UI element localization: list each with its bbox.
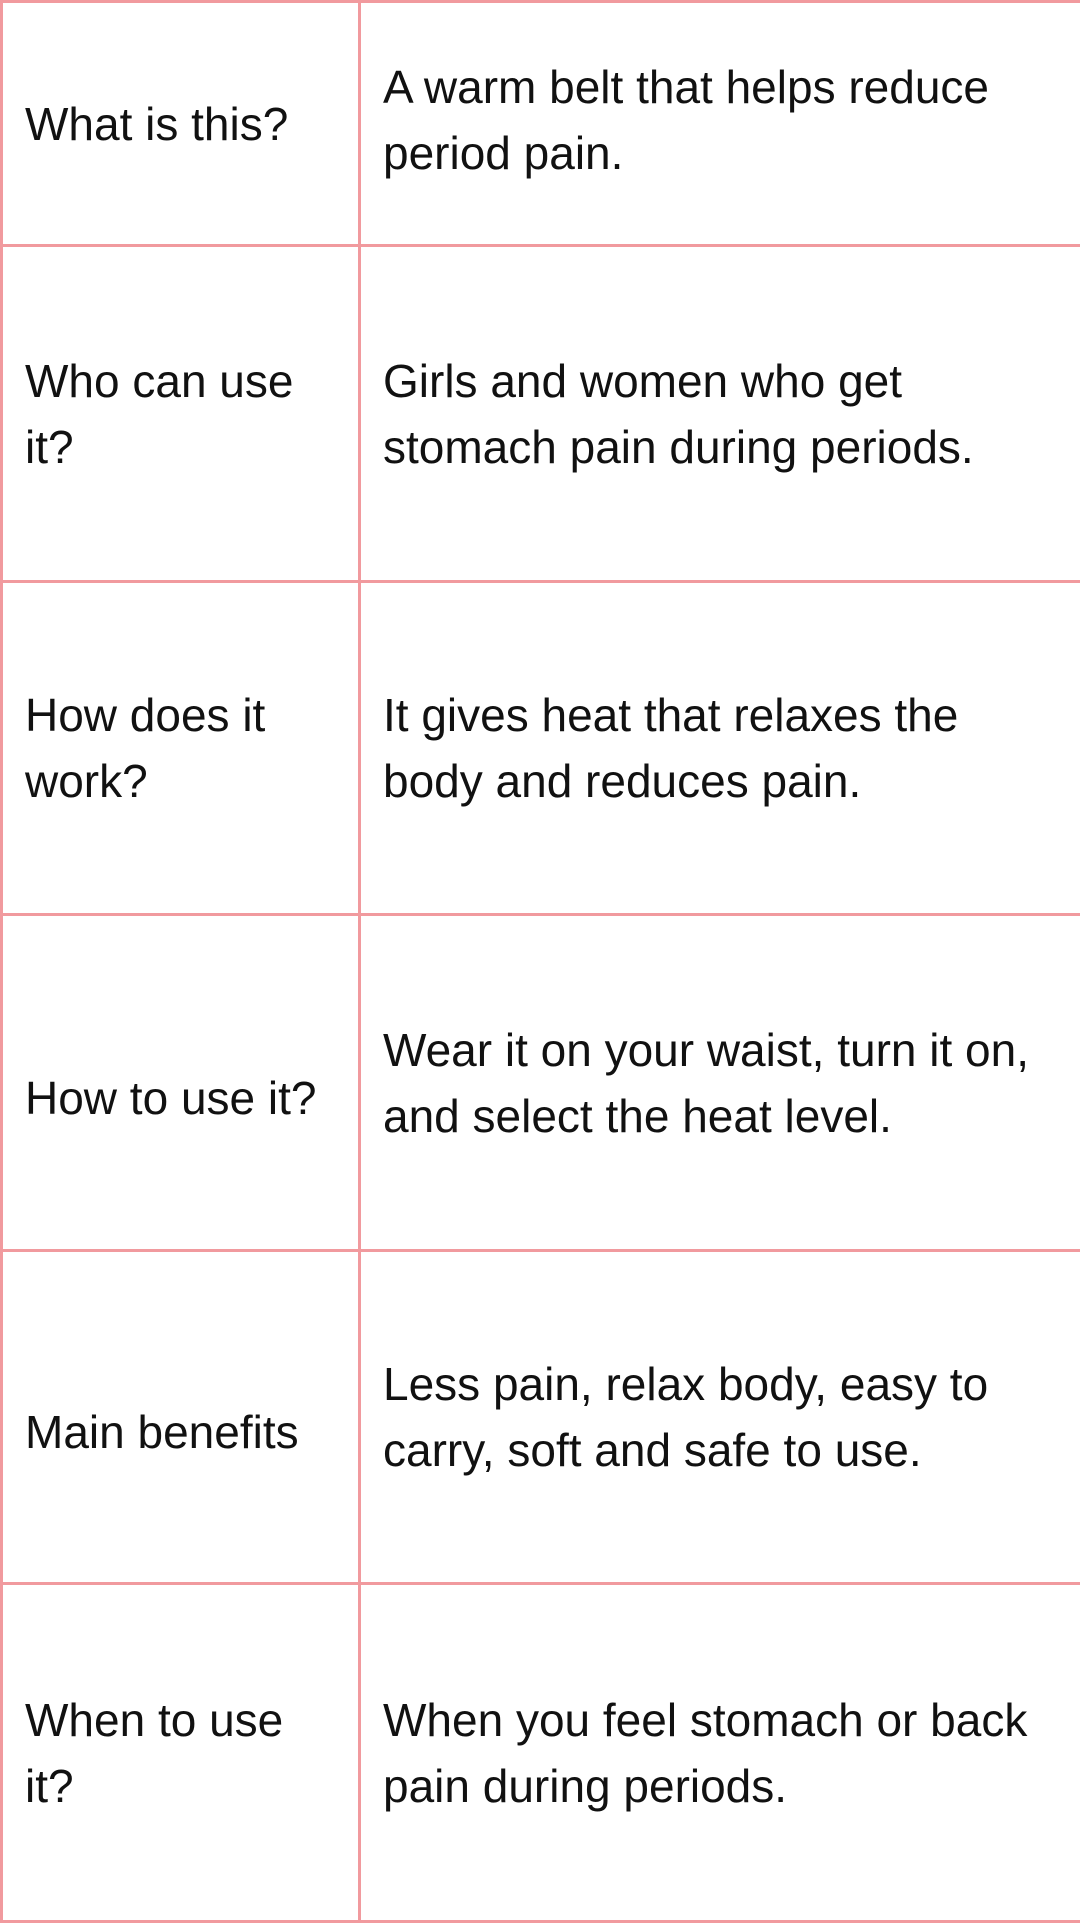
question-text: Who can use it? [25, 348, 338, 480]
question-cell [2, 915, 360, 1251]
question-text: Main benefits [25, 1399, 338, 1465]
answer-text: Girls and women who get stomach pain during periods. [383, 348, 1060, 480]
answer-text: When you feel stomach or back pain during periods. [383, 1687, 1060, 1819]
question-text: How to use it? [25, 1065, 338, 1131]
question-cell [2, 246, 360, 582]
answer-cell [360, 915, 1080, 1251]
answer-text: Less pain, relax body, easy to carry, soft and safe to use. [383, 1351, 1060, 1483]
table-row [2, 2, 1080, 246]
table-row [2, 582, 1080, 915]
answer-text: Wear it on your waist, turn it on, and select the heat level. [383, 1017, 1060, 1149]
question-cell [2, 582, 360, 915]
question-cell [2, 1584, 360, 1922]
answer-cell [360, 1251, 1080, 1584]
answer-cell [360, 2, 1080, 246]
answer-text: It gives heat that relaxes the body and reduces pain. [383, 682, 1060, 814]
question-text: How does it work? [25, 682, 338, 814]
question-text: When to use it? [25, 1687, 338, 1819]
table-row [2, 246, 1080, 582]
answer-cell [360, 1584, 1080, 1922]
answer-cell [360, 246, 1080, 582]
question-cell [2, 2, 360, 246]
table-row [2, 1251, 1080, 1584]
table-row [2, 915, 1080, 1251]
table-row [2, 1584, 1080, 1922]
question-text: What is this? [25, 91, 338, 157]
answer-cell [360, 582, 1080, 915]
answer-text: A warm belt that helps reduce period pain. [383, 54, 1060, 186]
question-cell [2, 1251, 360, 1584]
